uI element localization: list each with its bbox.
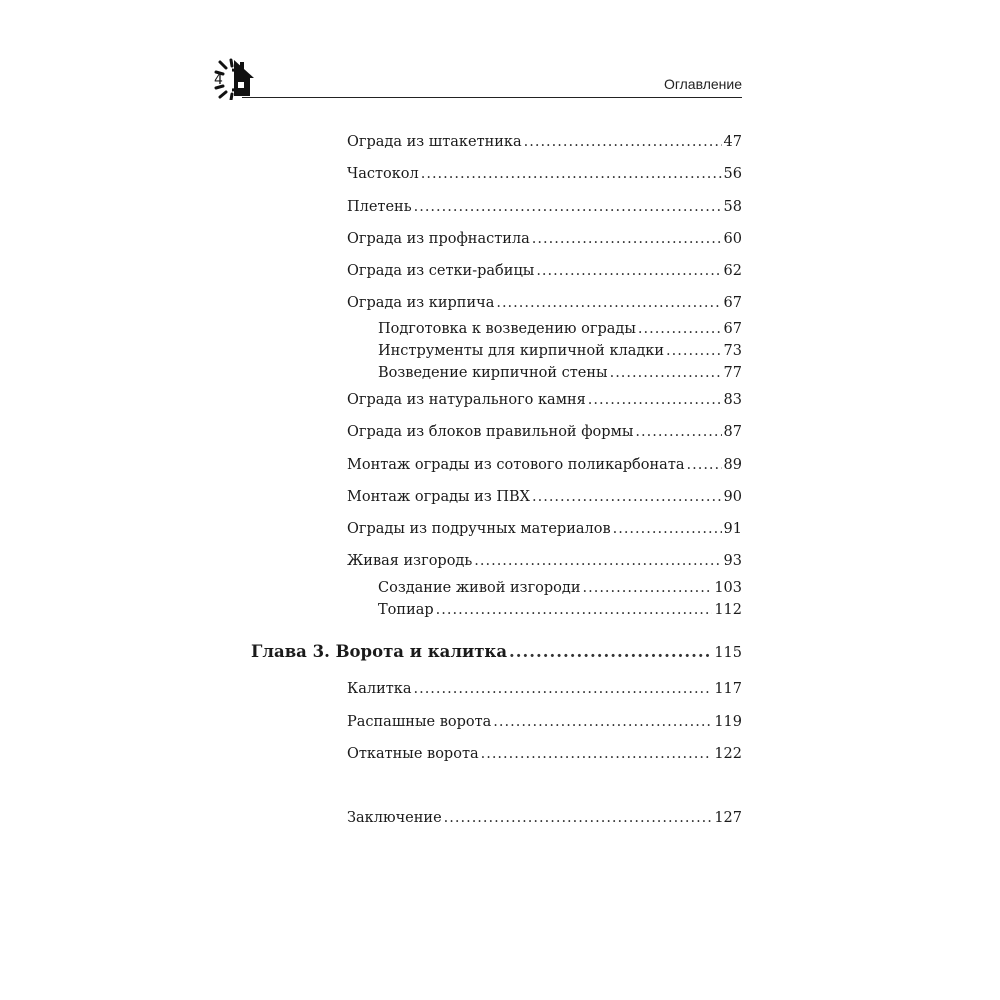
- toc-entry-polycarbonate[interactable]: [347, 456, 742, 474]
- dot-leader: [414, 198, 722, 216]
- toc-entry-title: Ограды из подручных материалов: [347, 521, 611, 537]
- toc-entry-page: 67: [723, 295, 742, 311]
- toc-entry-pvc[interactable]: [347, 488, 742, 506]
- dot-leader: [536, 262, 721, 280]
- toc-entry-page: 119: [714, 714, 742, 730]
- toc-entry-page: 83: [723, 392, 742, 408]
- toc-entry-title: Плетень: [347, 199, 412, 215]
- toc-entry-title: Подготовка к возведению ограды: [378, 321, 636, 337]
- toc-entry-page: 62: [723, 263, 742, 279]
- toc-entry-page: 115: [714, 645, 742, 661]
- toc-entry-title: Ограда из блоков правильной формы: [347, 424, 634, 440]
- toc-entry-title: Ограда из сетки-рабицы: [347, 263, 535, 279]
- toc-subentry-hedge-creation[interactable]: [378, 579, 742, 597]
- toc-entry-title: Возведение кирпичной стены: [378, 365, 608, 381]
- toc-entry-brick[interactable]: [347, 294, 742, 312]
- toc-entry-conclusion[interactable]: [347, 809, 742, 827]
- dot-leader: [421, 165, 722, 183]
- toc-entry-page: 91: [723, 521, 742, 537]
- toc-entry-sliding-gates[interactable]: [347, 745, 742, 763]
- dot-leader: [635, 423, 721, 441]
- toc-entry-title: Откатные ворота: [347, 746, 479, 762]
- toc-entry-page: 87: [723, 424, 742, 440]
- dot-leader: [524, 133, 722, 151]
- dot-leader: [436, 601, 713, 619]
- dot-leader: [509, 643, 712, 661]
- toc-entry-regular-blocks[interactable]: [347, 423, 742, 441]
- toc-entry-title: Ограда из натурального камня: [347, 392, 586, 408]
- page-number: 4: [214, 72, 223, 88]
- toc-subentry-brick-wall[interactable]: [378, 364, 742, 382]
- toc-entry-page: 90: [723, 489, 742, 505]
- toc-entry-page: 127: [714, 810, 742, 826]
- dot-leader: [532, 488, 722, 506]
- dot-leader: [588, 391, 722, 409]
- toc-entry-page: 89: [723, 457, 742, 473]
- toc-subentry-preparation[interactable]: [378, 320, 742, 338]
- toc-entry-title: Заключение: [347, 810, 442, 826]
- toc-entry-palisade[interactable]: [347, 165, 742, 183]
- toc-entry-wattle[interactable]: [347, 198, 742, 216]
- toc-entry-page: 47: [723, 134, 742, 150]
- toc-entry-title: Ограда из штакетника: [347, 134, 522, 150]
- dot-leader: [610, 364, 722, 382]
- toc-entry-page: 117: [714, 681, 742, 697]
- dot-leader: [532, 230, 722, 248]
- dot-leader: [583, 579, 713, 597]
- toc-entry-page: 122: [714, 746, 742, 762]
- toc-entry-improvised-materials[interactable]: [347, 520, 742, 538]
- toc-entry-title: Инструменты для кирпичной кладки: [378, 343, 665, 359]
- toc-entry-natural-stone[interactable]: [347, 391, 742, 409]
- dot-leader: [613, 520, 722, 538]
- toc-entry-page: 56: [723, 166, 742, 182]
- toc-entry-title: Монтаж ограды из сотового поликарбоната: [347, 457, 685, 473]
- toc-entry-page: 93: [723, 553, 742, 569]
- toc-chapter-title: Глава 3. Ворота и калитка: [251, 642, 508, 661]
- toc-entry-page: 67: [723, 321, 742, 337]
- toc-entry-page: 77: [723, 365, 742, 381]
- dot-leader: [481, 745, 713, 763]
- dot-leader: [493, 713, 712, 731]
- toc-entry-title: Топиар: [378, 602, 434, 618]
- dot-leader: [413, 680, 712, 698]
- toc-entry-title: Ограда из кирпича: [347, 295, 495, 311]
- running-title: Оглавление: [663, 76, 742, 92]
- dot-leader: [638, 320, 722, 338]
- toc-entry-page: 112: [714, 602, 742, 618]
- toc-entry-swing-gates[interactable]: [347, 713, 742, 731]
- toc-entry-page: 60: [723, 231, 742, 247]
- toc-entry-title: Создание живой изгороди: [378, 580, 581, 596]
- dot-leader: [496, 294, 721, 312]
- toc-entry-fence-picket[interactable]: [347, 133, 742, 151]
- dot-leader: [666, 342, 722, 360]
- toc-chapter-3[interactable]: [251, 643, 742, 662]
- dot-leader: [444, 809, 713, 827]
- toc-entry-title: Частокол: [347, 166, 419, 182]
- toc-entry-page: 103: [714, 580, 742, 596]
- dot-leader: [474, 552, 721, 570]
- toc-subentry-brick-tools[interactable]: [378, 342, 742, 360]
- toc-entry-title: Монтаж ограды из ПВХ: [347, 489, 530, 505]
- toc-entry-hedge[interactable]: [347, 552, 742, 570]
- toc-entry-page: 73: [723, 343, 742, 359]
- toc-entry-chain-link[interactable]: [347, 262, 742, 280]
- toc-entry-title: Живая изгородь: [347, 553, 473, 569]
- toc-entry-title: Калитка: [347, 681, 412, 697]
- toc-entry-title: Ограда из профнастила: [347, 231, 530, 247]
- toc-entry-page: 58: [723, 199, 742, 215]
- toc-entry-wicket[interactable]: [347, 680, 742, 698]
- dot-leader: [687, 456, 722, 474]
- toc-entry-title: Распашные ворота: [347, 714, 492, 730]
- toc-subentry-topiary[interactable]: [378, 601, 742, 619]
- toc-entry-profiled-sheet[interactable]: [347, 230, 742, 248]
